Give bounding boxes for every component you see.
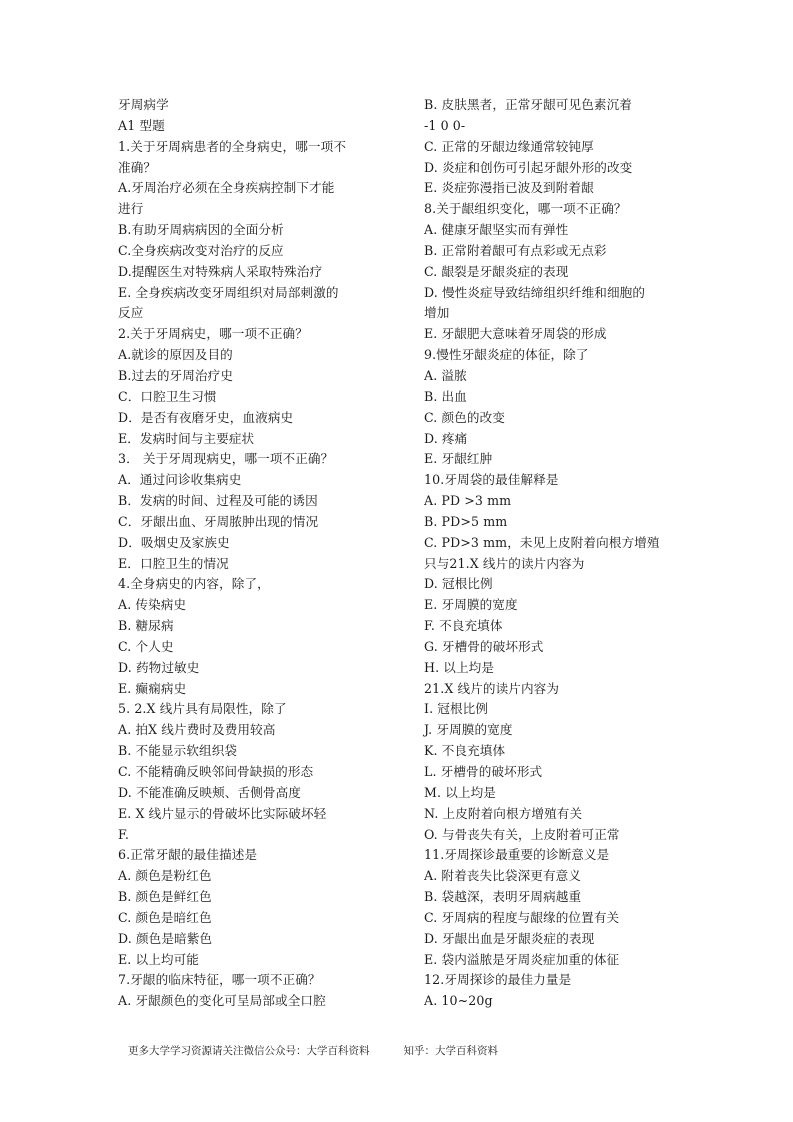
text-line: I. 冠根比例 bbox=[424, 701, 489, 717]
text-line: 准确？ bbox=[118, 159, 157, 175]
text-line: 12.牙周探诊的最佳力量是 bbox=[424, 972, 572, 988]
text-line: C．口腔卫生习惯 bbox=[118, 388, 217, 404]
text-line: A. 牙龈颜色的变化可呈局部或全口腔 bbox=[118, 993, 326, 1009]
text-line: B. 颜色是鲜红色 bbox=[118, 889, 212, 905]
text-line: B．发病的时间、过程及可能的诱因 bbox=[118, 493, 318, 509]
text-line: B. 出血 bbox=[424, 388, 467, 404]
text-line: D．是否有夜磨牙史，血液病史 bbox=[118, 409, 294, 425]
text-line: A. 健康牙龈坚实而有弹性 bbox=[424, 222, 569, 238]
text-line: D. 药物过敏史 bbox=[118, 659, 200, 675]
text-line: A．通过问诊收集病史 bbox=[118, 472, 242, 488]
text-line: B. PD>5 mm bbox=[424, 513, 508, 529]
text-line: 10.牙周袋的最佳解释是 bbox=[424, 472, 559, 488]
text-line: E. 牙龈肥大意味着牙周袋的形成 bbox=[424, 326, 607, 342]
text-line: C. 颜色的改变 bbox=[424, 409, 505, 425]
text-line: E. 袋内溢脓是牙周炎症加重的体征 bbox=[424, 951, 620, 967]
text-line: 2.关于牙周病史，哪一项不正确？ bbox=[118, 326, 308, 342]
text-line: O. 与骨丧失有关，上皮附着可正常 bbox=[424, 826, 620, 842]
text-line: C. 个人史 bbox=[118, 638, 174, 654]
text-line: E. 以上均可能 bbox=[118, 951, 199, 967]
text-line: B. 不能显示软组织袋 bbox=[118, 743, 238, 759]
text-line: F. bbox=[118, 826, 129, 842]
text-line: M. 以上均是 bbox=[424, 784, 496, 800]
text-line: D. 炎症和创伤可引起牙龈外形的改变 bbox=[424, 159, 633, 175]
footer-wechat-text: 更多大学学习资源请关注微信公众号：大学百科资料 bbox=[128, 1045, 370, 1057]
text-line: C.全身疾病改变对治疗的反应 bbox=[118, 242, 284, 258]
text-line: B. 袋越深，表明牙周病越重 bbox=[424, 889, 582, 905]
text-line: L. 牙槽骨的破坏形式 bbox=[424, 764, 543, 779]
text-line: J. 牙周膜的宽度 bbox=[424, 722, 513, 738]
text-line: A. 颜色是粉红色 bbox=[118, 868, 212, 884]
text-line: A.牙周治疗必须在全身疾病控制下才能 bbox=[118, 180, 335, 196]
text-line: C. 龈裂是牙龈炎症的表现 bbox=[424, 263, 569, 279]
text-line: E. X 线片显示的骨破坏比实际破坏轻 bbox=[118, 805, 327, 821]
text-line: C. 正常的牙龈边缘通常较钝厚 bbox=[424, 138, 594, 154]
text-line: N. 上皮附着向根方增殖有关 bbox=[424, 805, 583, 821]
text-line: C. PD>3 mm，未见上皮附着向根方增殖 bbox=[424, 534, 660, 550]
text-line: 5. 2.X 线片具有局限性，除了 bbox=[118, 701, 287, 717]
text-line: E．发病时间与主要症状 bbox=[118, 430, 255, 446]
text-line: B.有助牙周病病因的全面分析 bbox=[118, 222, 284, 238]
text-line: C. 不能精确反映邻间骨缺损的形态 bbox=[118, 764, 314, 779]
text-line: A. 拍X 线片费时及费用较高 bbox=[118, 722, 276, 738]
text-line: 增加 bbox=[424, 305, 450, 321]
text-line: F. 不良充填体 bbox=[424, 618, 503, 634]
text-line: -1 0 0- bbox=[424, 117, 466, 133]
text-line: D. 不能准确反映颊、舌侧骨高度 bbox=[118, 784, 301, 800]
text-line: A.就诊的原因及目的 bbox=[118, 347, 233, 363]
text-line: 只与21.X 线片的读片内容为 bbox=[424, 555, 585, 571]
text-line: E．口腔卫生的情况 bbox=[118, 555, 229, 571]
text-line: C. 颜色是暗红色 bbox=[118, 909, 212, 925]
text-line: H. 以上均是 bbox=[424, 659, 495, 675]
text-line: C．牙龈出血、牙周脓肿出现的情况 bbox=[118, 513, 319, 529]
page-footer bbox=[128, 1043, 498, 1058]
text-line: E. 癫痫病史 bbox=[118, 680, 187, 696]
text-line: D. 慢性炎症导致结缔组织纤维和细胞的 bbox=[424, 284, 646, 300]
text-line: D．吸烟史及家族史 bbox=[118, 534, 230, 550]
text-line: 7.牙龈的临床特征，哪一项不正确？ bbox=[118, 972, 321, 988]
text-line: E. 牙龈红肿 bbox=[424, 451, 493, 467]
text-line: 1.关于牙周病患者的全身病史，哪一项不 bbox=[118, 138, 347, 154]
text-line: 4.全身病史的内容，除了， bbox=[118, 576, 270, 592]
text-line: G. 牙槽骨的破坏形式 bbox=[424, 638, 544, 654]
text-line: 11.牙周探诊最重要的诊断意义是 bbox=[424, 847, 610, 863]
text-line: 21.X 线片的读片内容为 bbox=[424, 680, 560, 696]
text-line: A. 传染病史 bbox=[118, 597, 187, 613]
text-line: 8.关于龈组织变化，哪一项不正确？ bbox=[424, 201, 627, 217]
text-line: B.过去的牙周治疗史 bbox=[118, 367, 234, 383]
text-line: D. 疼痛 bbox=[424, 430, 468, 446]
text-line: B. 糖尿病 bbox=[118, 618, 174, 634]
text-line: D. 冠根比例 bbox=[424, 576, 493, 592]
text-line: 反应 bbox=[118, 305, 144, 321]
right-column bbox=[424, 95, 686, 1012]
left-column bbox=[118, 95, 380, 1012]
text-line: E. 全身疾病改变牙周组织对局部刺激的 bbox=[118, 284, 339, 300]
text-line: D. 颜色是暗紫色 bbox=[118, 930, 213, 946]
text-line: A. PD >3 mm bbox=[424, 493, 512, 509]
text-line: 9.慢性牙龈炎症的体征，除了 bbox=[424, 347, 589, 363]
text-line: E. 牙周膜的宽度 bbox=[424, 597, 518, 613]
text-line: K. 不良充填体 bbox=[424, 743, 506, 759]
text-line: 牙周病学 bbox=[118, 97, 169, 112]
text-line: E. 炎症弥漫指已波及到附着龈 bbox=[424, 180, 594, 196]
text-line: 3． 关于牙周现病史，哪一项不正确？ bbox=[118, 451, 334, 467]
text-line: D. 牙龈出血是牙龈炎症的表现 bbox=[424, 930, 595, 946]
text-line: 进行 bbox=[118, 201, 144, 217]
text-line: C. 牙周病的程度与龈缘的位置有关 bbox=[424, 909, 620, 925]
text-line: A. 溢脓 bbox=[424, 367, 467, 383]
text-line: A1 型题 bbox=[118, 117, 165, 133]
text-line: B. 正常附着龈可有点彩或无点彩 bbox=[424, 242, 607, 258]
text-line: A. 附着丧失比袋深更有意义 bbox=[424, 868, 582, 884]
footer-zhihu-text: 知乎：大学百科资料 bbox=[403, 1045, 498, 1057]
text-line: D.提醒医生对特殊病人采取特殊治疗 bbox=[118, 263, 323, 279]
text-line: B. 皮肤黑者，正常牙龈可见色素沉着 bbox=[424, 97, 632, 112]
text-line: 6.正常牙龈的最佳描述是 bbox=[118, 847, 258, 863]
text-line: A. 10~20g bbox=[424, 993, 493, 1009]
